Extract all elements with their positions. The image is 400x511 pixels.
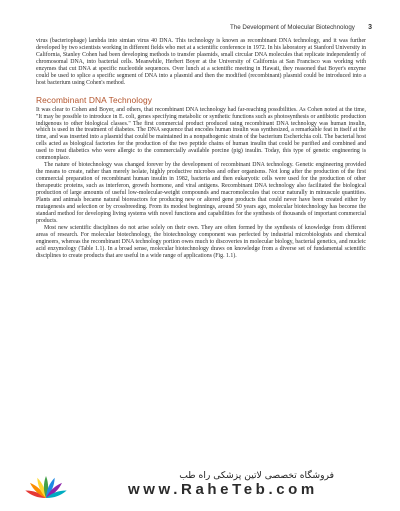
bottom-fade-overlay (0, 432, 400, 466)
section-paragraph-2: The nature of biotechnology was changed forever by the development of recombinant DNA technology. Genetic engineering provided the means to create, rather than merely isolate, highly productive microbes and other organisms. Not long after the production of the first commercial preparation of recombinant human insulin in 1982, bacteria and then eukaryotic cells were used for the production of other therapeutic proteins, such as interferon, growth hormone, and viral antigens. Recombinant DNA technology also facilitated the biological production of large amounts of useful low-molecular-weight compounds and macromolecules that occur naturally in minuscule quantities. Plants and animals became natural bioreactors for producing new or altered gene products that could never have been created either by mutagenesis and selection or by crossbreeding. From its modest beginnings, around 50 years ago, molecular biotechnology has become the standard method for developing living systems with novel functions and capabilities for the synthesis of thousands of important commercial products. (36, 162, 366, 224)
intro-paragraph: virus (bacteriophage) lambda into simian virus 40 DNA. This technology is known as recombinant DNA technology, and it was further developed by two scientists working in different fields who met at a scientific conference in 1972. In his laboratory at Stanford University in California, Stanley Cohen had been developing methods to transfer plasmids, small circular DNA molecules that replicate independently of chromosomal DNA, into bacterial cells. Meanwhile, Herbert Boyer at the University of California at San Francisco was working with enzymes that cut DNA at specific nucleotide sequences. Over lunch at a scientific meeting in Hawaii, they reasoned that Boyer's enzyme could be used to splice a specific segment of DNA into a plasmid and then the modified (recombinant) plasmid could be introduced into a host bacterium using Cohen's method. (36, 38, 366, 86)
running-head (230, 24, 372, 31)
page-number: 3 (368, 24, 372, 31)
body-text (36, 38, 366, 260)
section-paragraph-3: Most new scientific disciplines do not arise solely on their own. They are often formed by the synthesis of knowledge from different areas of research. For molecular biotechnology, the biotechnology component was perfected by industrial microbiologists and chemical engineers, whereas the recombinant DNA technology portion owes much to discoveries in molecular biology, bacterial genetics, and nucleic acid enzymology (Table 1.1). In a broad sense, molecular biotechnology draws on knowledge from a diverse set of fundamental scientific disciplines to create products that are useful in a wide range of applications (Fig. 1.1). (36, 224, 366, 259)
raheteb-logo-icon (22, 462, 70, 502)
running-head-title: The Development of Molecular Biotechnology (230, 24, 355, 31)
banner-url[interactable]: www.RaheTeb.com (128, 481, 318, 498)
section-paragraph-1: It was clear to Cohen and Boyer, and others, that recombinant DNA technology had far-reaching possibilities. As Cohen noted at the time, "It may be possible to introduce in E. coli, genes specifying metabolic or synthetic functions such as photosynthesis or antibiotic production indigenous to other biological classes." The first commercial product produced using recombinant DNA technology was human insulin, which is used in the treatment of diabetes. The DNA sequence that encodes human insulin was synthesized, a remarkable feat in itself at the time, and was inserted into a plasmid that could be maintained in a nonpathogenic strain of the bacterium Escherichia coli. The bacterial host cells acted as biological factories for the production of the two peptide chains of human insulin that could be purified and combined and used to treat diabetics who were allergic to the commercially available porcine (pig) insulin. Today, this type of genetic engineering is commonplace. (36, 106, 366, 162)
banner-persian-text: فروشگاه تخصصی لاتین پزشکی راه طب (179, 470, 334, 481)
section-heading: Recombinant DNA Technology (36, 94, 153, 105)
